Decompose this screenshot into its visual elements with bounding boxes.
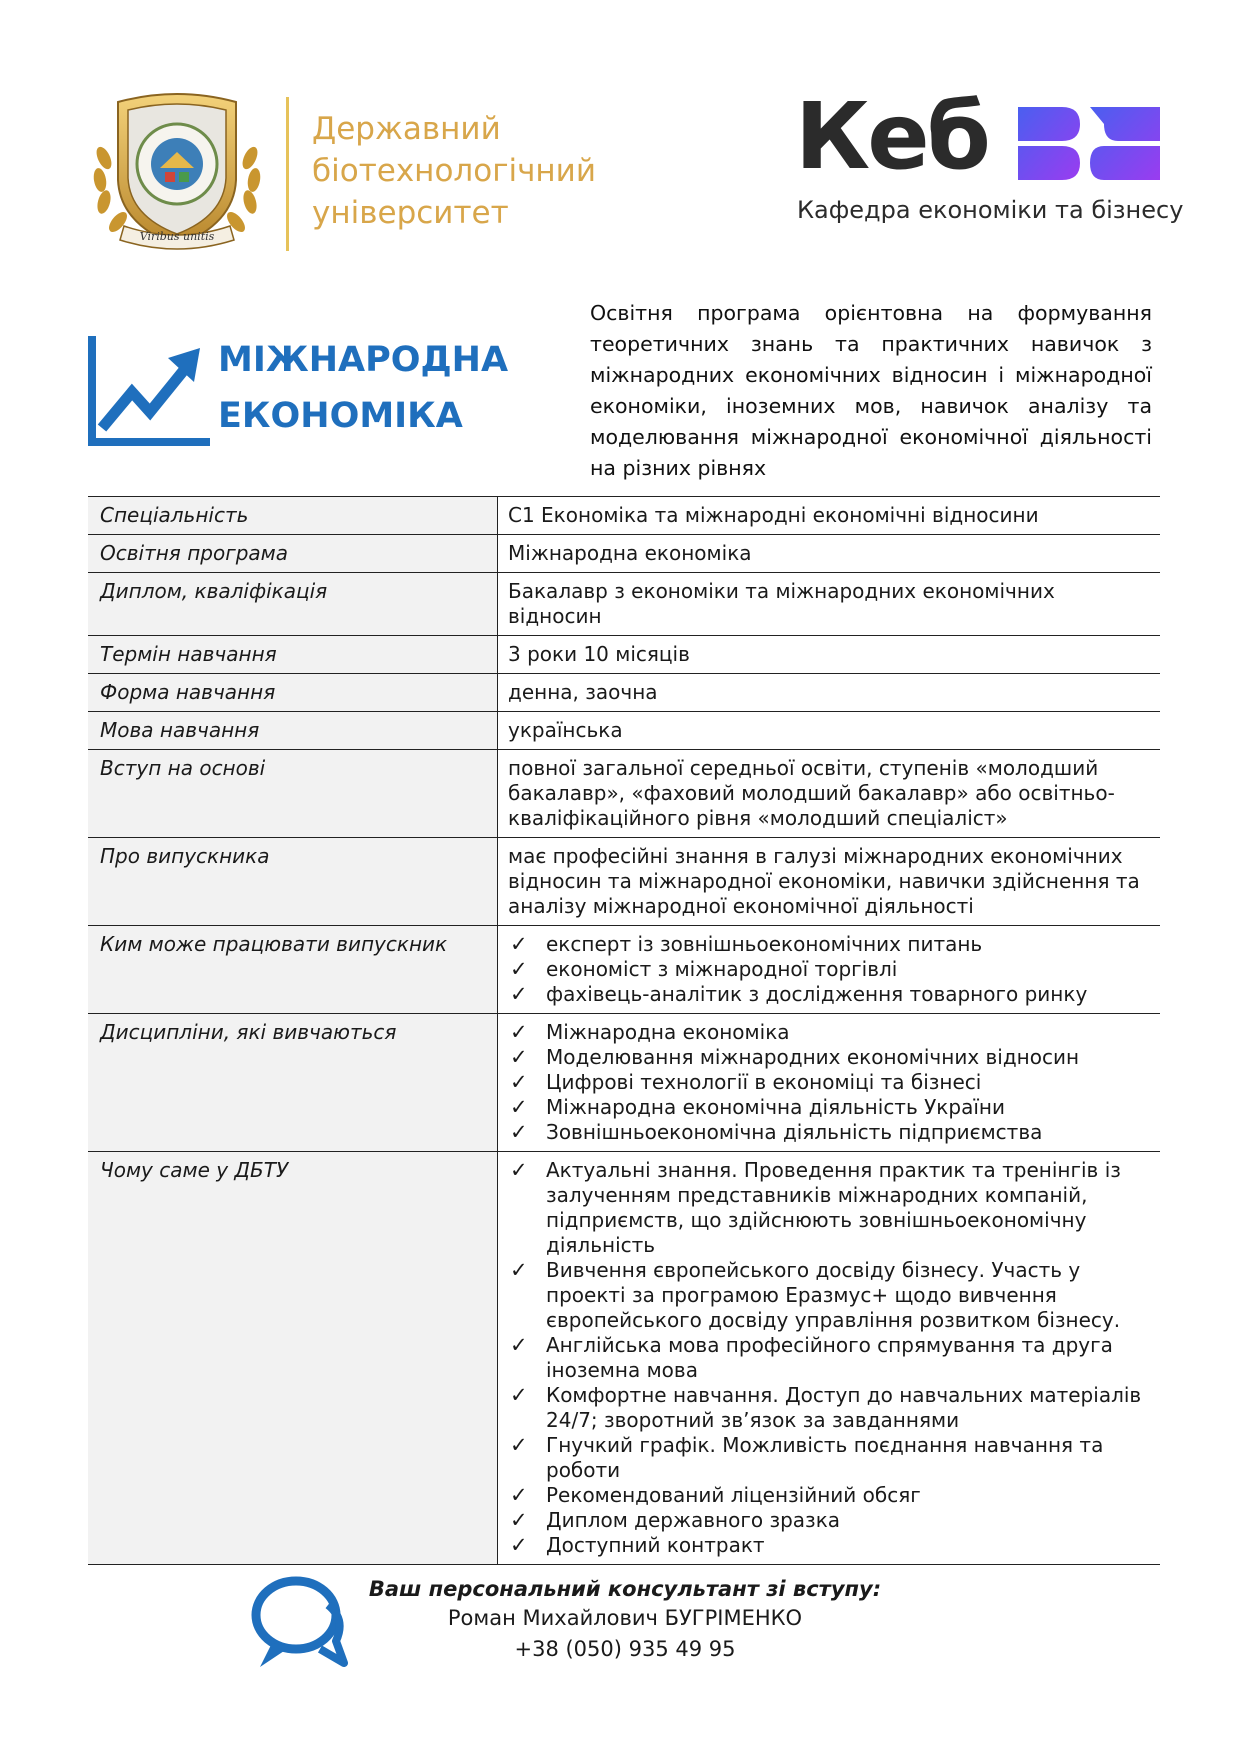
- program-title: [218, 332, 578, 444]
- svg-text:Viribus unitis: Viribus unitis: [139, 230, 215, 243]
- table-row: [88, 1013, 1160, 1151]
- checkmark-icon: ✓: [510, 1095, 528, 1119]
- list-item-text: Міжнародна економіка: [546, 1020, 790, 1044]
- university-name: Державний біотехнологічний університет: [312, 111, 596, 231]
- list-item: [508, 1158, 1148, 1258]
- table-row: [88, 534, 1160, 572]
- checklist: [508, 1158, 1148, 1558]
- checkmark-icon: ✓: [510, 1333, 528, 1357]
- list-item: [508, 1383, 1148, 1433]
- list-item: [508, 1020, 1148, 1045]
- program-description: Освітня програма орієнтовна на формування теоретичних знань та практичних навичок з міжнародних економічних відносин і міжнародної економіки, іноземних мов, навичок аналізу та моделювання міжнародної економічної діяльності на різних рівнях: [590, 301, 1152, 480]
- list-item-text: Моделювання міжнародних економічних відносин: [546, 1045, 1080, 1069]
- list-item-text: Рекомендований ліцензійний обсяг: [546, 1483, 921, 1507]
- row-value: С1 Економіка та міжнародні економічні відносини: [508, 503, 1039, 527]
- row-value: денна, заочна: [508, 680, 658, 704]
- department-logo-icon: [1018, 107, 1160, 180]
- checkmark-icon: ✓: [510, 1258, 528, 1282]
- row-value: [498, 926, 1160, 1013]
- table-row: [88, 925, 1160, 1013]
- list-item: [508, 1533, 1148, 1558]
- row-label: Дисципліни, які вивчаються: [88, 1014, 498, 1151]
- row-value: Бакалавр з економіки та міжнародних економічних відносин: [508, 579, 1055, 628]
- checkmark-icon: ✓: [510, 1020, 528, 1044]
- growth-chart-icon: [88, 336, 212, 446]
- list-item: [508, 1483, 1148, 1508]
- list-item: [508, 1070, 1148, 1095]
- table-row: [88, 673, 1160, 711]
- checkmark-icon: ✓: [510, 1120, 528, 1144]
- list-item-text: Цифрові технології в економіці та бізнесі: [546, 1070, 982, 1094]
- row-label: Вступ на основі: [88, 750, 498, 837]
- department-wordmark: Кеб: [795, 83, 988, 190]
- checkmark-icon: ✓: [510, 1045, 528, 1069]
- row-label: Про випускника: [88, 838, 498, 925]
- department-subtitle: Кафедра економіки та бізнесу: [797, 196, 1184, 224]
- program-title-line1: МІЖНАРОДНА: [218, 340, 509, 380]
- row-value: 3 роки 10 місяців: [508, 642, 690, 666]
- list-item: [508, 1120, 1148, 1145]
- checkmark-icon: ✓: [510, 1483, 528, 1507]
- checkmark-icon: ✓: [510, 932, 528, 956]
- row-label: Освітня програма: [88, 535, 498, 572]
- list-item-text: експерт із зовнішньоекономічних питань: [546, 932, 983, 956]
- list-item-text: фахівець-аналітик з дослідження товарного ринку: [546, 982, 1088, 1006]
- list-item-text: економіст з міжнародної торгівлі: [546, 957, 898, 981]
- checkmark-icon: ✓: [510, 1070, 528, 1094]
- table-row: [88, 749, 1160, 837]
- list-item-text: Англійська мова професійного спрямування та друга іноземна мова: [546, 1333, 1113, 1382]
- row-value: Міжнародна економіка: [508, 541, 752, 565]
- row-value: [498, 1014, 1160, 1151]
- row-label: Термін навчання: [88, 636, 498, 673]
- list-item: [508, 982, 1148, 1007]
- list-item: [508, 1333, 1148, 1383]
- checklist: [508, 932, 1148, 1007]
- list-item-text: Комфортне навчання. Доступ до навчальних матеріалів 24/7; зворотний зв’язок за завданнями: [546, 1383, 1142, 1432]
- row-value: [498, 1152, 1160, 1564]
- checklist: [508, 1020, 1148, 1145]
- list-item-text: Гнучкий графік. Можливість поєднання навчання та роботи: [546, 1433, 1104, 1482]
- row-label: Мова навчання: [88, 712, 498, 749]
- table-row: [88, 711, 1160, 749]
- header-divider: [286, 97, 289, 251]
- table-row: [88, 572, 1160, 635]
- list-item: [508, 1508, 1148, 1533]
- program-info-table: [88, 496, 1160, 1565]
- checkmark-icon: ✓: [510, 1533, 528, 1557]
- list-item-text: Диплом державного зразка: [546, 1508, 841, 1532]
- list-item: [508, 932, 1148, 957]
- checkmark-icon: ✓: [510, 957, 528, 981]
- row-label: Спеціальність: [88, 497, 498, 534]
- checkmark-icon: ✓: [510, 1158, 528, 1182]
- table-row: [88, 837, 1160, 925]
- consultant-phone[interactable]: +38 (050) 935 49 95: [514, 1637, 736, 1661]
- list-item-text: Зовнішньоекономічна діяльність підприємства: [546, 1120, 1043, 1144]
- row-value: повної загальної середньої освіти, ступенів «молодший бакалавр», «фаховий молодший бакалавр» або освітньо-кваліфікаційного рівня «молодший спеціаліст»: [508, 756, 1115, 830]
- list-item: [508, 1258, 1148, 1333]
- list-item-text: Міжнародна економічна діяльність України: [546, 1095, 1005, 1119]
- row-label: Ким може працювати випускник: [88, 926, 498, 1013]
- row-label: Форма навчання: [88, 674, 498, 711]
- table-row: [88, 1151, 1160, 1565]
- checkmark-icon: ✓: [510, 1433, 528, 1457]
- list-item-text: Актуальні знання. Проведення практик та тренінгів із залученням представників міжнародних компаній, підприємств, що здійснюють зовнішньоекономічну діяльність: [546, 1158, 1121, 1257]
- list-item: [508, 1095, 1148, 1120]
- checkmark-icon: ✓: [510, 1508, 528, 1532]
- table-row: [88, 635, 1160, 673]
- row-value: має професійні знання в галузі міжнародних економічних відносин та міжнародної економіки, навички здійснення та аналізу міжнародної економічної діяльності: [508, 844, 1140, 918]
- list-item-text: Доступний контракт: [546, 1533, 765, 1557]
- list-item: [508, 1045, 1148, 1070]
- list-item: [508, 1433, 1148, 1483]
- consultant-name: Роман Михайлович БУГРІМЕНКО: [447, 1606, 803, 1630]
- table-row: [88, 496, 1160, 534]
- list-item-text: Вивчення європейського досвіду бізнесу. Участь у проекті за програмою Еразмус+ щодо вивчення європейського досвіду управління розвитком бізнесу.: [546, 1258, 1121, 1332]
- checkmark-icon: ✓: [510, 1383, 528, 1407]
- consultant-heading: Ваш персональний консультант зі вступу:: [368, 1577, 882, 1601]
- checkmark-icon: ✓: [510, 982, 528, 1006]
- row-value: українська: [508, 718, 623, 742]
- row-label: Диплом, кваліфікація: [88, 573, 498, 635]
- university-logo: [88, 88, 266, 256]
- list-item: [508, 957, 1148, 982]
- program-title-line2: ЕКОНОМІКА: [218, 396, 463, 436]
- row-label: Чому саме у ДБТУ: [88, 1152, 498, 1564]
